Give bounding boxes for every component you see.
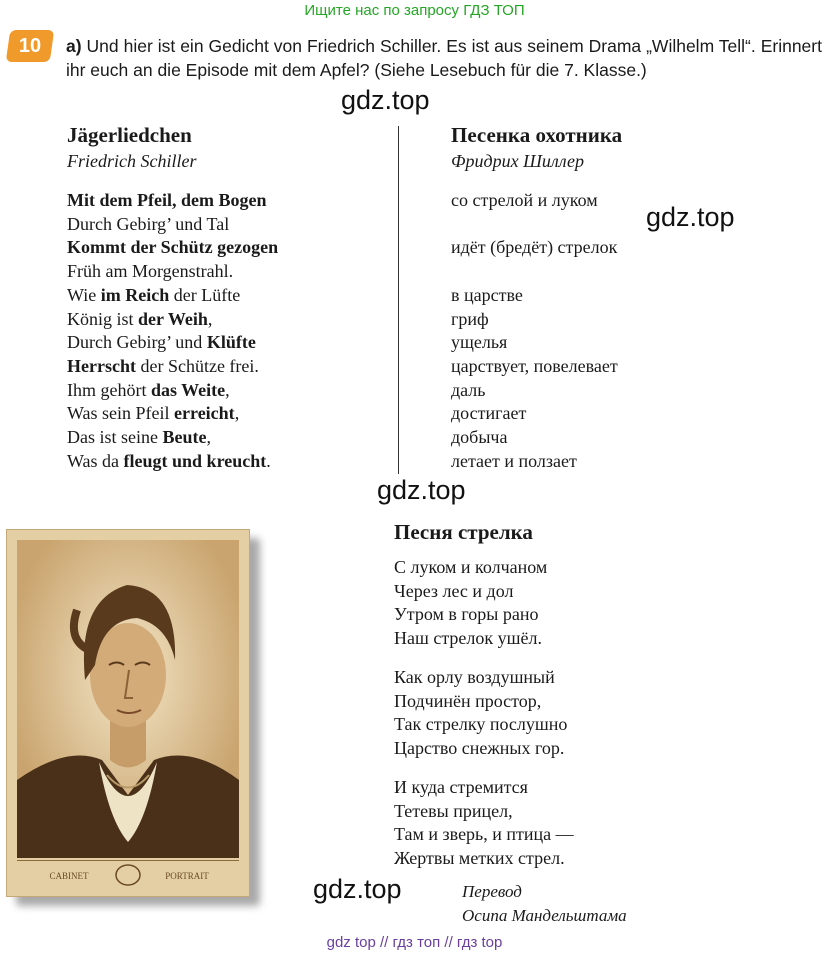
russian-poem-line: Тетевы прицел, xyxy=(394,800,513,821)
glossary-entry: даль xyxy=(451,379,486,400)
glossary-author: Фридрих Шиллер xyxy=(451,151,584,171)
russian-poem-line: С луком и колчаном xyxy=(394,557,548,577)
highlighted-word: fleugt und kreucht xyxy=(123,450,267,471)
russian-poem-line: Царство снежных гор. xyxy=(394,737,565,758)
russian-poem-line: Жертвы метких стрел. xyxy=(394,847,565,868)
highlighted-word: der Weih xyxy=(138,308,208,329)
task-text: Und hier ist ein Gedicht von Friedrich Schiller. Es ist aus seinem Drama „Wilhelm Tell“. Erinnert ihr euch an die Episode mit dem Apfel? (Siehe Lesebuch für die 7. Klasse.) xyxy=(66,36,822,80)
footer-watermark: gdz top // гдз топ // гдз top xyxy=(326,934,503,951)
poem-text: Das ist seine xyxy=(67,427,163,447)
poem-text: Durch Gebirg’ und Tal xyxy=(67,213,230,234)
task-number-badge xyxy=(6,30,54,62)
poem-text: der Schütze frei. xyxy=(135,355,259,376)
card-label-left: CABINET xyxy=(49,871,89,881)
poem-text: , xyxy=(207,308,213,329)
highlighted-word: Klüfte xyxy=(206,332,256,353)
russian-poem-title: Песня стрелка xyxy=(394,520,533,544)
highlighted-word: Kommt der Schütz gezogen xyxy=(67,237,279,258)
german-poem-line xyxy=(67,308,212,330)
highlighted-word: Mit dem Pfeil, dem Bogen xyxy=(67,190,267,210)
poem-text: , xyxy=(234,403,240,424)
watermark: gdz.top xyxy=(313,874,402,904)
highlighted-word: das Weite xyxy=(150,379,226,400)
watermark: gdz.top xyxy=(646,202,735,232)
russian-poem-line: И куда стремится xyxy=(394,777,528,797)
russian-poem-line: Так стрелку послушно xyxy=(394,714,568,734)
poem-text: , xyxy=(206,427,211,447)
glossary-entry: гриф xyxy=(451,308,489,329)
glossary-title: Песенка охотника xyxy=(451,123,623,147)
german-poem-line xyxy=(67,189,266,211)
poem-text: . xyxy=(266,450,271,471)
german-poem-line xyxy=(67,426,211,448)
highlighted-word: im Reich xyxy=(100,284,170,305)
translator-line-2: Осипа Мандельштама xyxy=(462,906,627,925)
card-label-right: PORTRAIT xyxy=(165,871,209,881)
poem-text: Früh am Morgenstrahl. xyxy=(67,261,234,282)
glossary-entry: в царстве xyxy=(451,284,523,305)
portrait-drawing xyxy=(7,530,249,896)
german-poem-line xyxy=(67,236,278,258)
glossary-entry: достигает xyxy=(451,403,527,424)
task-text-block xyxy=(66,34,822,82)
russian-poem-line: Через лес и дол xyxy=(394,580,514,601)
glossary-entry: ущелья xyxy=(451,332,508,353)
russian-poem-line: Там и зверь, и птица — xyxy=(394,824,574,844)
poem-text: König ist xyxy=(67,308,139,329)
poem-text: Ihm gehört xyxy=(67,379,151,400)
translator-line-1: Перевод xyxy=(462,882,522,901)
german-poem-line xyxy=(67,379,230,401)
glossary-entry: идёт (бредёт) стрелок xyxy=(451,237,618,258)
poem-text: , xyxy=(225,379,230,400)
task-letter: a) xyxy=(66,36,82,56)
poem-text: der Lüfte xyxy=(169,284,241,305)
german-poem-line xyxy=(67,260,233,282)
russian-poem-line: Утром в горы рано xyxy=(394,604,539,624)
glossary-entry: со стрелой и луком xyxy=(451,190,598,210)
schiller-portrait-image xyxy=(6,529,250,897)
poem-text: Durch Gebirg’ und xyxy=(67,332,207,353)
watermark: gdz.top xyxy=(341,85,430,115)
german-poem-author: Friedrich Schiller xyxy=(67,151,197,171)
german-poem-title: Jägerliedchen xyxy=(67,123,192,147)
column-divider xyxy=(398,126,399,474)
german-poem-line xyxy=(67,402,239,424)
russian-poem-line: Подчинён простор, xyxy=(394,690,542,711)
highlighted-word: Beute xyxy=(162,427,207,447)
poem-text: Was sein Pfeil xyxy=(67,403,175,424)
highlighted-word: erreicht xyxy=(174,403,235,424)
glossary-entry: царствует, повелевает xyxy=(451,355,618,376)
glossary-entry: летает и ползает xyxy=(451,450,577,471)
german-poem-line xyxy=(67,213,229,235)
highlighted-word: Herrscht xyxy=(67,355,136,376)
russian-poem-line: Наш стрелок ушёл. xyxy=(394,627,542,648)
task-number: 10 xyxy=(18,34,42,57)
top-banner: Ищите нас по запросу ГДЗ ТОП xyxy=(304,2,525,19)
german-poem-line xyxy=(67,450,271,472)
glossary-entry: добыча xyxy=(451,427,508,447)
german-poem-line xyxy=(67,331,256,353)
poem-text: Was da xyxy=(67,450,124,471)
poem-text: Wie xyxy=(67,284,101,305)
german-poem-line xyxy=(67,284,240,306)
russian-poem-line: Как орлу воздушный xyxy=(394,667,555,687)
german-poem-line xyxy=(67,355,259,377)
watermark: gdz.top xyxy=(377,475,466,505)
